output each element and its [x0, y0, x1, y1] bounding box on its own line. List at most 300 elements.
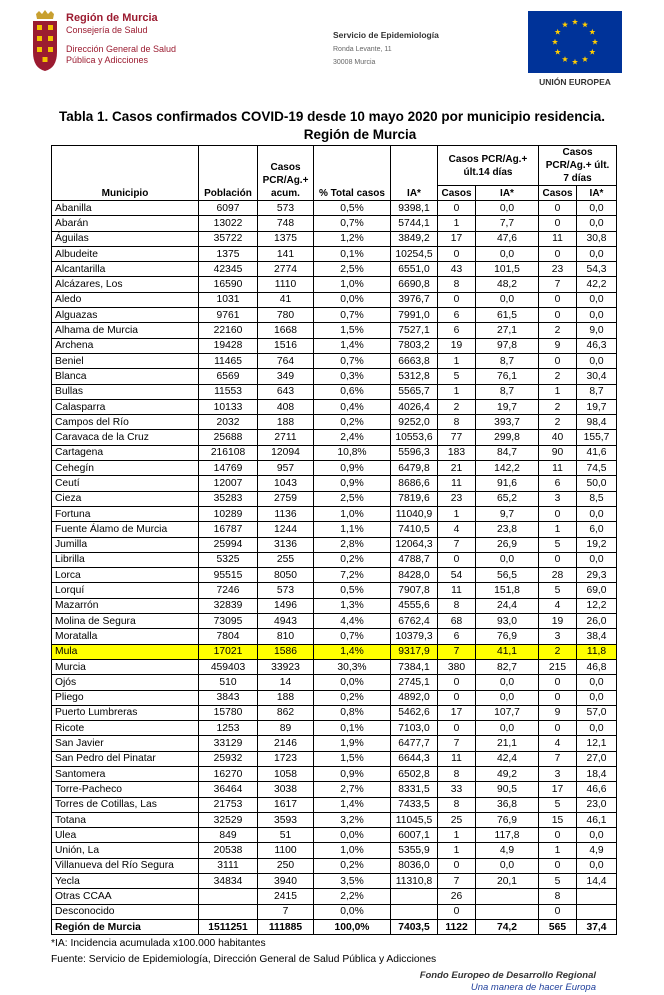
- cell-casos-14: 0: [438, 858, 476, 873]
- cell-ia-14: [476, 904, 539, 919]
- cell-ia: 4555,6: [391, 598, 438, 613]
- table-row: [52, 476, 617, 491]
- table-row: [52, 766, 617, 781]
- table-row: [52, 644, 617, 659]
- cell-pct-total: 0,8%: [314, 705, 391, 720]
- table-row: [52, 338, 617, 353]
- cell-ia: 2745,1: [391, 675, 438, 690]
- cell-casos-7: 0: [539, 858, 577, 873]
- table-row: [52, 568, 617, 583]
- header-group-7-days: Casos PCR/Ag.+ últ. 7 días: [539, 146, 617, 186]
- table-row: [52, 415, 617, 430]
- ia-footnote: *IA: Incidencia acumulada x100.000 habitantes: [51, 938, 266, 949]
- cell-pct-total: 0,5%: [314, 583, 391, 598]
- cell-ia-7: 23,0: [577, 797, 617, 812]
- source-footnote: Fuente: Servicio de Epidemiología, Dirección General de Salud Pública y Adicciones: [51, 954, 437, 965]
- cell-ia: 3976,7: [391, 292, 438, 307]
- cell-poblacion: 16787: [199, 522, 258, 537]
- cell-municipio: Abarán: [52, 216, 199, 231]
- table-row: [52, 629, 617, 644]
- cell-ia: 9252,0: [391, 415, 438, 430]
- cell-ia: 7803,2: [391, 338, 438, 353]
- cell-ia-14: 24,4: [476, 598, 539, 613]
- cell-ia: 7103,0: [391, 721, 438, 736]
- cell-municipio: Cehegín: [52, 461, 199, 476]
- cell-casos-14: 17: [438, 705, 476, 720]
- cell-poblacion: 16590: [199, 277, 258, 292]
- cell-ia: 5462,6: [391, 705, 438, 720]
- cell-casos-7: 0: [539, 292, 577, 307]
- cell-poblacion: 33129: [199, 736, 258, 751]
- cell-casos-14: 17: [438, 231, 476, 246]
- cell-pct-total: 1,4%: [314, 644, 391, 659]
- cell-casos-7: 4: [539, 736, 577, 751]
- cell-poblacion: 21753: [199, 797, 258, 812]
- table-row: [52, 858, 617, 873]
- cell-ia: 8331,5: [391, 782, 438, 797]
- header-casos-acumulados: Casos PCR/Ag.+ acum.: [258, 146, 314, 201]
- cell-pct-total: 2,4%: [314, 430, 391, 445]
- region-branding: [66, 12, 176, 66]
- cell-ia-14: 91,6: [476, 476, 539, 491]
- cell-poblacion: 35722: [199, 231, 258, 246]
- cell-casos-7: 2: [539, 399, 577, 414]
- cell-pct-total: 0,4%: [314, 399, 391, 414]
- cell-municipio: Ojós: [52, 675, 199, 690]
- cell-municipio: Región de Murcia: [52, 919, 199, 934]
- cell-ia: 9317,9: [391, 644, 438, 659]
- cell-casos-14: 1122: [438, 919, 476, 934]
- cell-ia-7: 0,0: [577, 353, 617, 368]
- table-row: [52, 461, 617, 476]
- cell-ia-14: 82,7: [476, 659, 539, 674]
- cell-casos-acum: 2146: [258, 736, 314, 751]
- cell-ia-7: 0,0: [577, 858, 617, 873]
- cell-municipio: Villanueva del Río Segura: [52, 858, 199, 873]
- cell-casos-7: 9: [539, 338, 577, 353]
- cell-ia-7: 9,0: [577, 323, 617, 338]
- cell-ia-7: 0,0: [577, 216, 617, 231]
- cell-pct-total: 0,2%: [314, 858, 391, 873]
- cell-ia: 7433,5: [391, 797, 438, 812]
- cell-ia-7: 6,0: [577, 522, 617, 537]
- cell-poblacion: 19428: [199, 338, 258, 353]
- cell-ia: 7410,5: [391, 522, 438, 537]
- cell-pct-total: 0,7%: [314, 629, 391, 644]
- feder-motto: Una manera de hacer Europa: [470, 982, 596, 993]
- cell-pct-total: 3,2%: [314, 812, 391, 827]
- cell-casos-acum: 250: [258, 858, 314, 873]
- cell-casos-14: 183: [438, 445, 476, 460]
- cell-poblacion: 216108: [199, 445, 258, 460]
- cell-poblacion: 95515: [199, 568, 258, 583]
- cell-casos-14: 7: [438, 736, 476, 751]
- cell-ia: 6690,8: [391, 277, 438, 292]
- cell-casos-14: 8: [438, 766, 476, 781]
- cell-pct-total: 100,0%: [314, 919, 391, 934]
- cell-ia-7: 50,0: [577, 476, 617, 491]
- cell-pct-total: 1,4%: [314, 797, 391, 812]
- cell-casos-14: 0: [438, 721, 476, 736]
- cell-pct-total: 0,0%: [314, 828, 391, 843]
- cell-casos-acum: 810: [258, 629, 314, 644]
- region-name: Región de Murcia: [66, 12, 158, 24]
- cell-ia: 5355,9: [391, 843, 438, 858]
- cell-casos-7: 2: [539, 369, 577, 384]
- cell-casos-14: 7: [438, 537, 476, 552]
- cell-municipio: Desconocido: [52, 904, 199, 919]
- cell-ia-7: 12,1: [577, 736, 617, 751]
- cell-pct-total: 30,3%: [314, 659, 391, 674]
- header-poblacion: Población: [199, 146, 258, 201]
- cell-municipio: Abanilla: [52, 201, 199, 216]
- cell-poblacion: 7246: [199, 583, 258, 598]
- cell-casos-7: 11: [539, 461, 577, 476]
- cell-pct-total: 0,1%: [314, 246, 391, 261]
- cell-ia: 7403,5: [391, 919, 438, 934]
- cell-poblacion: 510: [199, 675, 258, 690]
- cell-pct-total: 1,0%: [314, 277, 391, 292]
- header-ia-7: IA*: [577, 186, 617, 201]
- cell-municipio: Águilas: [52, 231, 199, 246]
- cell-municipio: San Pedro del Pinatar: [52, 751, 199, 766]
- cell-casos-14: 43: [438, 262, 476, 277]
- cell-ia-14: 0,0: [476, 675, 539, 690]
- cell-ia: 3849,2: [391, 231, 438, 246]
- cell-casos-acum: 1516: [258, 338, 314, 353]
- cell-casos-7: 5: [539, 874, 577, 889]
- cell-ia-14: 61,5: [476, 308, 539, 323]
- table-title: Tabla 1. Casos confirmados COVID-19 desde 10 mayo 2020 por municipio residencia.: [59, 109, 605, 124]
- cell-casos-14: 1: [438, 828, 476, 843]
- table-row: [52, 308, 617, 323]
- cell-municipio: Torre-Pacheco: [52, 782, 199, 797]
- cell-casos-7: 0: [539, 690, 577, 705]
- cell-casos-14: 8: [438, 415, 476, 430]
- cell-casos-acum: 1375: [258, 231, 314, 246]
- cell-ia-14: 42,4: [476, 751, 539, 766]
- table-row: [52, 598, 617, 613]
- cell-pct-total: 0,9%: [314, 461, 391, 476]
- cell-pct-total: 1,4%: [314, 338, 391, 353]
- cell-casos-acum: 1244: [258, 522, 314, 537]
- cell-pct-total: 2,5%: [314, 262, 391, 277]
- cell-casos-14: 11: [438, 583, 476, 598]
- cell-municipio: Moratalla: [52, 629, 199, 644]
- cell-poblacion: 32529: [199, 812, 258, 827]
- cell-poblacion: 35283: [199, 491, 258, 506]
- table-row: [52, 231, 617, 246]
- cell-ia-7: 38,4: [577, 629, 617, 644]
- cell-municipio: Bullas: [52, 384, 199, 399]
- cell-pct-total: 2,5%: [314, 491, 391, 506]
- cell-poblacion: 5325: [199, 552, 258, 567]
- cell-casos-14: 0: [438, 904, 476, 919]
- cell-ia-14: 107,7: [476, 705, 539, 720]
- cell-casos-7: 565: [539, 919, 577, 934]
- cell-ia-14: 0,0: [476, 690, 539, 705]
- table-row: [52, 552, 617, 567]
- table-row: [52, 323, 617, 338]
- table-row: [52, 292, 617, 307]
- cell-casos-acum: 748: [258, 216, 314, 231]
- cell-casos-acum: 1110: [258, 277, 314, 292]
- header-group-14-days: Casos PCR/Ag.+ últ.14 días: [438, 146, 539, 186]
- cell-ia: 6762,4: [391, 614, 438, 629]
- table-row: [52, 675, 617, 690]
- cell-pct-total: 2,7%: [314, 782, 391, 797]
- cell-municipio: Calasparra: [52, 399, 199, 414]
- table-body: [52, 201, 617, 935]
- cell-casos-acum: 3593: [258, 812, 314, 827]
- cell-ia-7: [577, 904, 617, 919]
- cell-casos-7: 6: [539, 476, 577, 491]
- cell-ia: 6663,8: [391, 353, 438, 368]
- cell-casos-14: 26: [438, 889, 476, 904]
- region-coat-of-arms-icon: [30, 10, 60, 72]
- cell-casos-7: 0: [539, 506, 577, 521]
- cell-ia: 6551,0: [391, 262, 438, 277]
- cell-municipio: Alcantarilla: [52, 262, 199, 277]
- cell-casos-acum: 1668: [258, 323, 314, 338]
- cell-casos-14: 5: [438, 369, 476, 384]
- cell-poblacion: 25932: [199, 751, 258, 766]
- cell-pct-total: 0,2%: [314, 552, 391, 567]
- cell-poblacion: 6569: [199, 369, 258, 384]
- cell-casos-7: 0: [539, 216, 577, 231]
- cell-poblacion: 25994: [199, 537, 258, 552]
- cell-casos-acum: 349: [258, 369, 314, 384]
- cell-poblacion: 13022: [199, 216, 258, 231]
- table-row: [52, 399, 617, 414]
- cell-municipio: Otras CCAA: [52, 889, 199, 904]
- cell-casos-7: 2: [539, 644, 577, 659]
- cell-casos-7: 17: [539, 782, 577, 797]
- table-row: [52, 828, 617, 843]
- cell-ia: 4026,4: [391, 399, 438, 414]
- cell-municipio: Ulea: [52, 828, 199, 843]
- cell-poblacion: 1253: [199, 721, 258, 736]
- cell-ia-7: 8,7: [577, 384, 617, 399]
- cell-casos-acum: 1043: [258, 476, 314, 491]
- cell-ia: [391, 889, 438, 904]
- cell-ia-7: 26,0: [577, 614, 617, 629]
- cell-casos-7: 9: [539, 705, 577, 720]
- cell-casos-14: 25: [438, 812, 476, 827]
- cell-ia-14: 84,7: [476, 445, 539, 460]
- cell-casos-7: 0: [539, 201, 577, 216]
- eu-flag-icon: [528, 11, 622, 73]
- cell-ia: 12064,3: [391, 537, 438, 552]
- cell-pct-total: 1,5%: [314, 323, 391, 338]
- cell-pct-total: 7,2%: [314, 568, 391, 583]
- table-row: [52, 384, 617, 399]
- cell-casos-acum: 12094: [258, 445, 314, 460]
- cell-ia-7: 12,2: [577, 598, 617, 613]
- total-row: [52, 919, 617, 934]
- cell-ia-14: 0,0: [476, 292, 539, 307]
- cell-casos-7: 2: [539, 323, 577, 338]
- cell-casos-14: 77: [438, 430, 476, 445]
- table-subtitle: Región de Murcia: [303, 127, 417, 142]
- cell-pct-total: 1,3%: [314, 598, 391, 613]
- cell-casos-7: 11: [539, 231, 577, 246]
- cell-pct-total: 10,8%: [314, 445, 391, 460]
- cell-pct-total: 4,4%: [314, 614, 391, 629]
- cell-pct-total: 0,0%: [314, 292, 391, 307]
- cell-ia-14: 0,0: [476, 246, 539, 261]
- cell-ia-14: 19,7: [476, 399, 539, 414]
- cell-ia: 4788,7: [391, 552, 438, 567]
- cell-poblacion: 3111: [199, 858, 258, 873]
- cell-municipio: Molina de Segura: [52, 614, 199, 629]
- cell-poblacion: 6097: [199, 201, 258, 216]
- cell-casos-acum: 7: [258, 904, 314, 919]
- cell-municipio: Albudeite: [52, 246, 199, 261]
- cell-ia-14: 48,2: [476, 277, 539, 292]
- cell-casos-7: 40: [539, 430, 577, 445]
- cell-municipio: Alhama de Murcia: [52, 323, 199, 338]
- cell-ia-7: 8,5: [577, 491, 617, 506]
- cell-municipio: Aledo: [52, 292, 199, 307]
- cell-poblacion: 849: [199, 828, 258, 843]
- cell-casos-7: 28: [539, 568, 577, 583]
- cell-municipio: Lorca: [52, 568, 199, 583]
- cell-ia-7: 4,9: [577, 843, 617, 858]
- cell-municipio: Yecla: [52, 874, 199, 889]
- cell-casos-acum: 4943: [258, 614, 314, 629]
- cell-ia-14: 93,0: [476, 614, 539, 629]
- cell-ia-14: 0,0: [476, 858, 539, 873]
- cell-ia-7: 14,4: [577, 874, 617, 889]
- cell-pct-total: 1,0%: [314, 843, 391, 858]
- table-row: [52, 353, 617, 368]
- table-row: [52, 782, 617, 797]
- table-row: [52, 690, 617, 705]
- cell-poblacion: 25688: [199, 430, 258, 445]
- cell-ia-14: 41,1: [476, 644, 539, 659]
- cell-casos-14: 8: [438, 797, 476, 812]
- cell-poblacion: 17021: [199, 644, 258, 659]
- cell-casos-acum: 1617: [258, 797, 314, 812]
- cell-ia-14: 74,2: [476, 919, 539, 934]
- cell-casos-acum: 1100: [258, 843, 314, 858]
- cell-ia: 7907,8: [391, 583, 438, 598]
- cell-ia-14: [476, 889, 539, 904]
- cell-casos-14: 0: [438, 690, 476, 705]
- cell-ia: 7384,1: [391, 659, 438, 674]
- cell-casos-14: 23: [438, 491, 476, 506]
- cell-casos-acum: 957: [258, 461, 314, 476]
- table-row: [52, 705, 617, 720]
- cell-ia-7: 11,8: [577, 644, 617, 659]
- cell-poblacion: [199, 889, 258, 904]
- table-row: [52, 246, 617, 261]
- cell-casos-acum: 141: [258, 246, 314, 261]
- cell-casos-14: 11: [438, 476, 476, 491]
- cell-ia-14: 36,8: [476, 797, 539, 812]
- cell-casos-acum: 1586: [258, 644, 314, 659]
- cell-casos-acum: 2711: [258, 430, 314, 445]
- cell-ia: 6479,8: [391, 461, 438, 476]
- cell-poblacion: 1375: [199, 246, 258, 261]
- cell-ia-7: 0,0: [577, 552, 617, 567]
- cell-casos-7: 7: [539, 277, 577, 292]
- cell-casos-acum: 2759: [258, 491, 314, 506]
- cell-casos-acum: 780: [258, 308, 314, 323]
- cell-casos-acum: 764: [258, 353, 314, 368]
- cell-casos-7: 15: [539, 812, 577, 827]
- cell-casos-7: 5: [539, 583, 577, 598]
- cell-casos-14: 6: [438, 308, 476, 323]
- cell-pct-total: 0,9%: [314, 766, 391, 781]
- cell-municipio: Lorquí: [52, 583, 199, 598]
- service-address-line-1: Ronda Levante, 11: [333, 46, 392, 53]
- table-row: [52, 721, 617, 736]
- cell-poblacion: 34834: [199, 874, 258, 889]
- cell-casos-7: 0: [539, 353, 577, 368]
- cell-ia-7: 0,0: [577, 721, 617, 736]
- header-ia-14: IA*: [476, 186, 539, 201]
- cell-casos-14: 54: [438, 568, 476, 583]
- region-directorate-line-2: Pública y Adicciones: [66, 55, 149, 65]
- header-casos-7: Casos: [539, 186, 577, 201]
- table-row: [52, 736, 617, 751]
- cell-casos-7: 4: [539, 598, 577, 613]
- cell-ia: 5565,7: [391, 384, 438, 399]
- table-row: [52, 843, 617, 858]
- cell-pct-total: 0,2%: [314, 690, 391, 705]
- cell-casos-7: 90: [539, 445, 577, 460]
- cell-ia: 11045,5: [391, 812, 438, 827]
- cell-ia: 6502,8: [391, 766, 438, 781]
- cell-casos-14: 0: [438, 246, 476, 261]
- cell-pct-total: 1,0%: [314, 506, 391, 521]
- cell-casos-acum: 573: [258, 201, 314, 216]
- cell-ia: 11040,9: [391, 506, 438, 521]
- cell-municipio: Fuente Álamo de Murcia: [52, 522, 199, 537]
- cell-casos-acum: 41: [258, 292, 314, 307]
- cell-ia-14: 0,0: [476, 201, 539, 216]
- cell-poblacion: 36464: [199, 782, 258, 797]
- cell-casos-14: 0: [438, 201, 476, 216]
- cell-ia: 5596,3: [391, 445, 438, 460]
- cell-poblacion: 20538: [199, 843, 258, 858]
- cell-municipio: Alguazas: [52, 308, 199, 323]
- cell-pct-total: 0,7%: [314, 216, 391, 231]
- cell-ia-14: 49,2: [476, 766, 539, 781]
- cell-ia: 10553,6: [391, 430, 438, 445]
- cell-ia: 6007,1: [391, 828, 438, 843]
- cell-ia: 8428,0: [391, 568, 438, 583]
- cell-pct-total: 0,1%: [314, 721, 391, 736]
- cell-casos-7: 3: [539, 491, 577, 506]
- cell-ia-7: 0,0: [577, 690, 617, 705]
- cell-casos-7: 0: [539, 246, 577, 261]
- cell-municipio: Cartagena: [52, 445, 199, 460]
- cell-ia-14: 76,1: [476, 369, 539, 384]
- table-row: [52, 659, 617, 674]
- cell-ia: 11310,8: [391, 874, 438, 889]
- cell-municipio: Totana: [52, 812, 199, 827]
- cell-casos-7: 0: [539, 828, 577, 843]
- cell-ia-7: 74,5: [577, 461, 617, 476]
- cell-ia-14: 151,8: [476, 583, 539, 598]
- cell-casos-acum: 573: [258, 583, 314, 598]
- cell-ia: 10254,5: [391, 246, 438, 261]
- table-row: [52, 614, 617, 629]
- cell-poblacion: 32839: [199, 598, 258, 613]
